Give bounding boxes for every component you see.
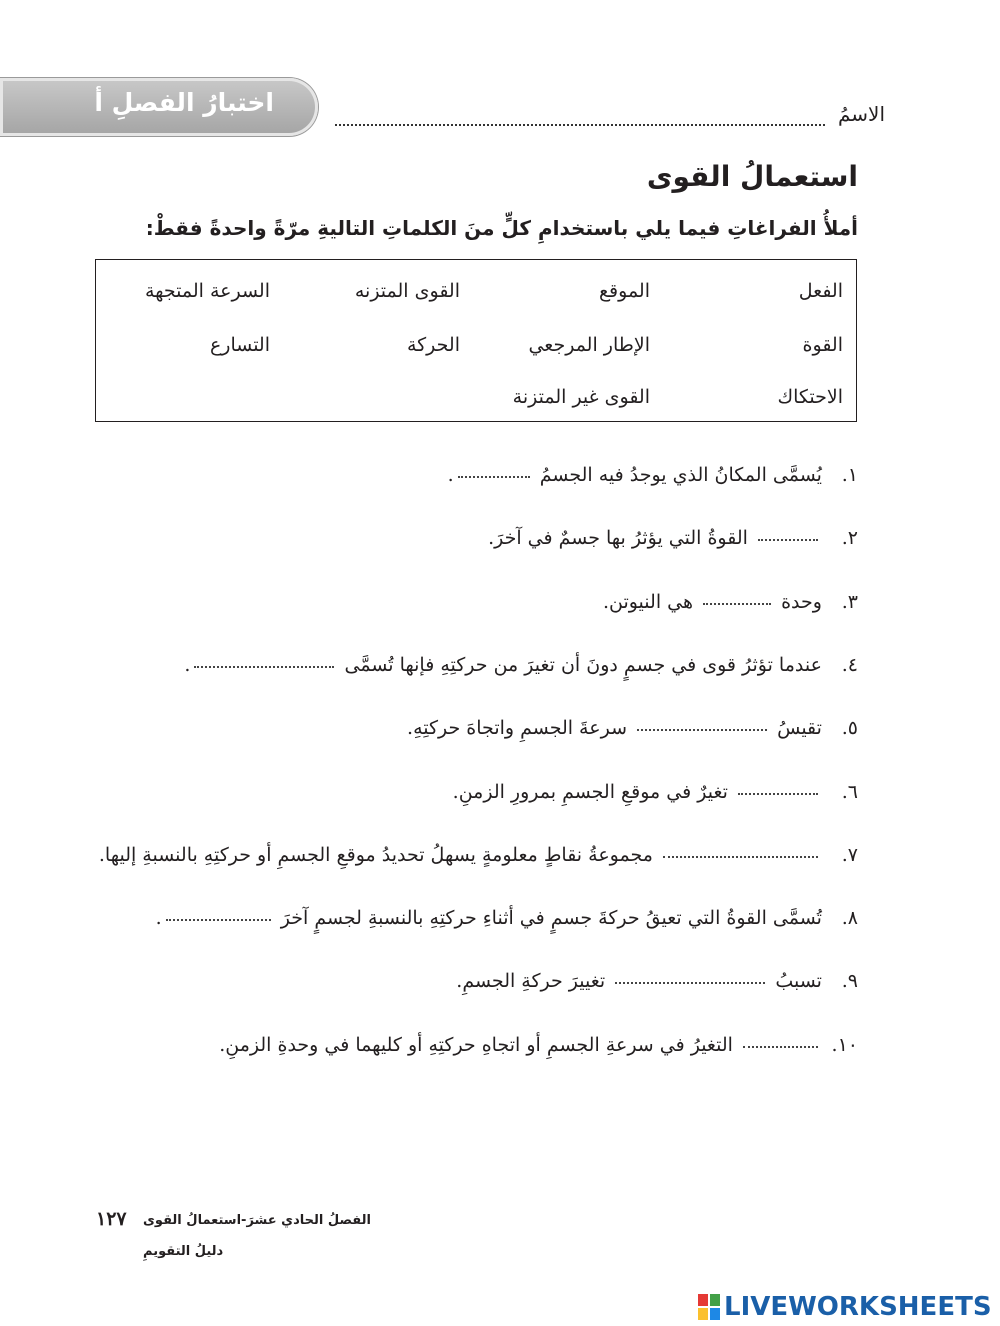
question-9 [456, 970, 858, 992]
answer-blank[interactable] [703, 602, 771, 605]
question-number: ٤. [841, 654, 858, 676]
answer-blank[interactable] [758, 538, 818, 541]
word-bank-item: الحركة [406, 334, 460, 356]
name-blank[interactable] [335, 124, 825, 126]
answer-blank[interactable] [738, 792, 818, 795]
question-number: ٧. [841, 844, 858, 866]
question-number: ٨. [841, 907, 858, 929]
liveworksheets-text: LIVEWORKSHEETS [724, 1292, 992, 1322]
page-number: ١٢٧ [96, 1208, 127, 1230]
word-bank-item: القوة [802, 334, 843, 356]
footer-chapter: الفصلُ الحادي عشرَ-استعمالُ القوى [143, 1213, 371, 1228]
answer-blank[interactable] [637, 728, 767, 731]
question-number: ٦. [841, 781, 858, 803]
question-6 [453, 781, 858, 803]
question-number: ١٠. [831, 1034, 858, 1056]
question-text-after: مجموعةُ نقاطٍ معلومةٍ يسهلُ تحديدُ موقعِ الجسمِ أو حركتِهِ بالنسبةِ إليها. [98, 844, 653, 866]
word-bank-item: القوى المتزنه [354, 280, 460, 302]
question-8 [156, 907, 858, 929]
question-text-before: تسببُ [775, 970, 822, 992]
word-bank-item: الموقع [598, 280, 650, 302]
question-number: ٣. [841, 591, 858, 613]
question-number: ١. [841, 464, 858, 486]
word-bank-item: الاحتكاك [777, 386, 843, 408]
word-bank-item: القوى غير المتزنة [512, 386, 650, 408]
name-field [325, 102, 885, 132]
chapter-test-tab [0, 78, 318, 136]
question-text-after: تغيرٌ في موقعِ الجسمِ بمرورِ الزمنِ. [452, 781, 728, 803]
question-5 [407, 717, 858, 739]
answer-blank[interactable] [663, 855, 818, 858]
answer-blank[interactable] [166, 918, 271, 921]
page-title: استعمالُ القوى [646, 160, 858, 193]
question-text-after: . [447, 464, 454, 486]
question-text-after: التغيرُ في سرعةِ الجسمِ أو اتجاهِ حركتِهِ أو كليهما في وحدةِ الزمنِ. [219, 1034, 733, 1056]
question-text-after: القوةُ التي يؤثرُ بها جسمٌ في آخرَ. [488, 527, 748, 549]
question-text-before: تقيسُ [777, 717, 822, 739]
question-text-before: يُسمَّى المكانُ الذي يوجدُ فيه الجسمُ [539, 464, 822, 486]
word-bank-item: الفعل [798, 280, 843, 302]
name-label: الاسمُ [837, 102, 885, 126]
question-text-before: وحدة [781, 591, 822, 613]
footer-guide: دليلُ التقويمِ [143, 1244, 224, 1259]
question-text-after: هي النيوتن. [602, 591, 693, 613]
word-bank-item: التسارع [209, 334, 270, 356]
question-1 [448, 464, 858, 486]
question-text-before: عندما تؤثرُ قوى في جسمٍ دونَ أن تغيرَ من حركتِهِ فإنها تُسمَّى [344, 654, 822, 676]
question-number: ٢. [841, 527, 858, 549]
answer-blank[interactable] [194, 665, 334, 668]
chapter-test-label: اختبارُ الفصلِ أ [94, 88, 274, 117]
question-2 [488, 527, 858, 549]
question-3 [603, 591, 858, 613]
word-bank-item: الإطار المرجعي [528, 334, 650, 356]
question-text-after: . [184, 654, 191, 676]
liveworksheets-logo-icon [698, 1294, 720, 1320]
instruction-text: أملأُ الفراغاتِ فيما يلي باستخدامِ كلٍّ منَ الكلماتِ التاليةِ مرّةً واحدةً فقطْ: [145, 216, 858, 240]
question-4 [184, 654, 858, 676]
liveworksheets-watermark [698, 1290, 992, 1324]
question-text-before: تُسمَّى القوةُ التي تعيقُ حركةَ جسمٍ في أثناءِ حركتِهِ بالنسبةِ لجسمٍ آخرَ [280, 907, 822, 929]
answer-blank[interactable] [458, 475, 530, 478]
question-text-after: . [155, 907, 162, 929]
question-text-after: تغييرَ حركةِ الجسمِ. [456, 970, 606, 992]
question-10 [219, 1034, 858, 1056]
question-number: ٩. [841, 970, 858, 992]
answer-blank[interactable] [615, 981, 765, 984]
question-text-after: سرعةَ الجسمِ واتجاهَ حركتِهِ. [407, 717, 627, 739]
answer-blank[interactable] [743, 1045, 818, 1048]
word-bank-item: السرعة المتجهة [144, 280, 270, 302]
question-7 [99, 844, 858, 866]
question-number: ٥. [841, 717, 858, 739]
